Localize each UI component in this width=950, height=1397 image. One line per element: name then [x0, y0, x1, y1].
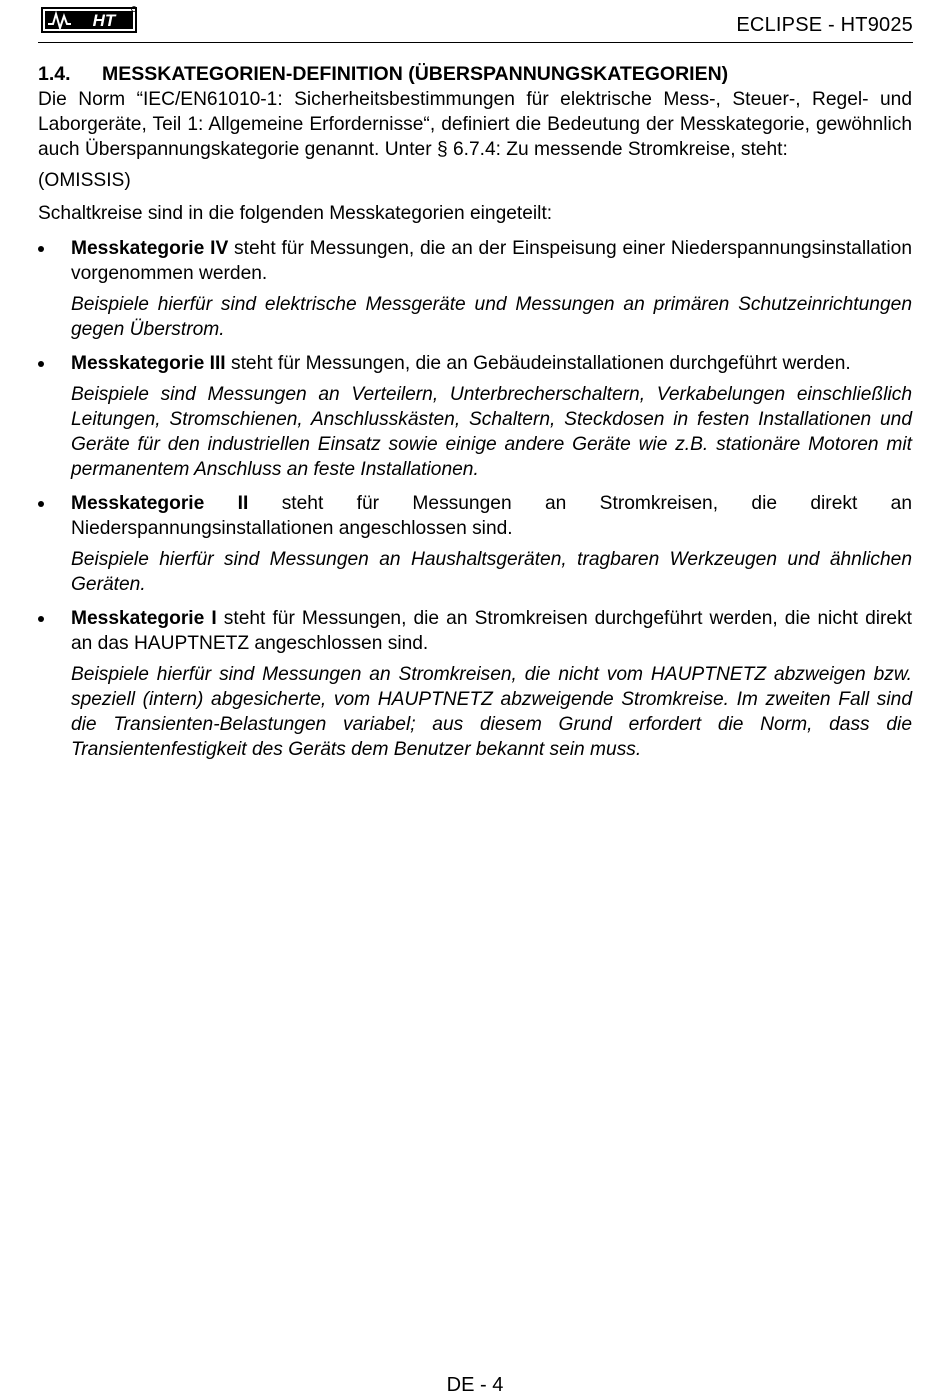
- category-text: steht für Messungen, die an Gebäudeinstallationen durchgeführt werden.: [225, 353, 851, 374]
- category-example: Beispiele hierfür sind Messungen an Haushaltsgeräten, tragbaren Werkzeugen und ähnlichen Geräten.: [71, 549, 912, 595]
- category-example: Beispiele hierfür sind elektrische Messgeräte und Messungen an primären Schutzeinrichtungen gegen Überstrom.: [71, 294, 912, 340]
- list-item: [38, 491, 912, 597]
- list-item: [38, 606, 912, 762]
- page-header: [38, 0, 913, 43]
- category-example: Beispiele sind Messungen an Verteilern, Unterbrecherschaltern, Verkabelungen einschließlich Leitungen, Stromschienen, Anschlusskästen, Schaltern, Steckdosen in festen Installationen und Geräte für den industriellen Einsatz sowie einige andere Geräte wie z.B. stationäre Motoren mit permanentem Anschluss an feste Installationen.: [71, 384, 912, 480]
- section-title: MESSKATEGORIEN-DEFINITION (ÜBERSPANNUNGSKATEGORIEN): [102, 63, 729, 85]
- lead-paragraph: Schaltkreise sind in die folgenden Messkategorien eingeteilt:: [38, 203, 553, 224]
- page-number: DE - 4: [446, 1374, 504, 1396]
- ht-logo: [40, 4, 140, 36]
- category-name: Messkategorie III: [71, 353, 226, 374]
- category-example: Beispiele hierfür sind Messungen an Stromkreisen, die nicht vom HAUPTNETZ abzweigen bzw. speziell (intern) abgesicherte, vom HAUPTNETZ abzweigende Stromkreise. Im zweiten Fall sind die Transienten-Belastungen variabel; aus diesem Grund erfordert die Norm, dass die Transientenfestigkeit des Geräts dem Benutzer bekannt sein muss.: [71, 664, 912, 760]
- category-description: [71, 491, 912, 541]
- category-text: steht für Messungen, die an der Einspeisung einer Niederspannungsinstallation vorgenommen werden.: [71, 238, 912, 284]
- logo-text: HT: [92, 11, 116, 30]
- category-list: [38, 236, 912, 762]
- page-body: [38, 62, 912, 771]
- category-description: [71, 236, 912, 286]
- omissis-paragraph: (OMISSIS): [38, 170, 131, 191]
- category-description: [71, 606, 912, 656]
- category-description: [71, 351, 912, 376]
- category-name: Messkategorie I: [71, 608, 217, 629]
- category-text: steht für Messungen an Stromkreisen, die direkt an Niederspannungsinstallationen angeschlossen sind.: [71, 493, 912, 539]
- section-heading: [38, 62, 912, 87]
- intro-paragraph: Die Norm “IEC/EN61010-1: Sicherheitsbestimmungen für elektrische Mess-, Steuer-, Regel- und Laborgeräte, Teil 1: Allgemeine Erfordernisse“, definiert die Bedeutung der Messkategorie, gewöhnlich auch Überspannungskategorie genannt. Unter § 6.7.4: Zu messende Stromkreise, steht:: [38, 89, 912, 160]
- category-name: Messkategorie II: [71, 493, 249, 514]
- list-item: [38, 236, 912, 342]
- category-name: Messkategorie IV: [71, 238, 229, 259]
- section-number: 1.4.: [38, 63, 71, 85]
- category-text: steht für Messungen, die an Stromkreisen durchgeführt werden, die nicht direkt an das HAUPTNETZ angeschlossen sind.: [71, 608, 912, 654]
- list-item: [38, 351, 912, 482]
- document-title: ECLIPSE - HT9025: [736, 14, 913, 36]
